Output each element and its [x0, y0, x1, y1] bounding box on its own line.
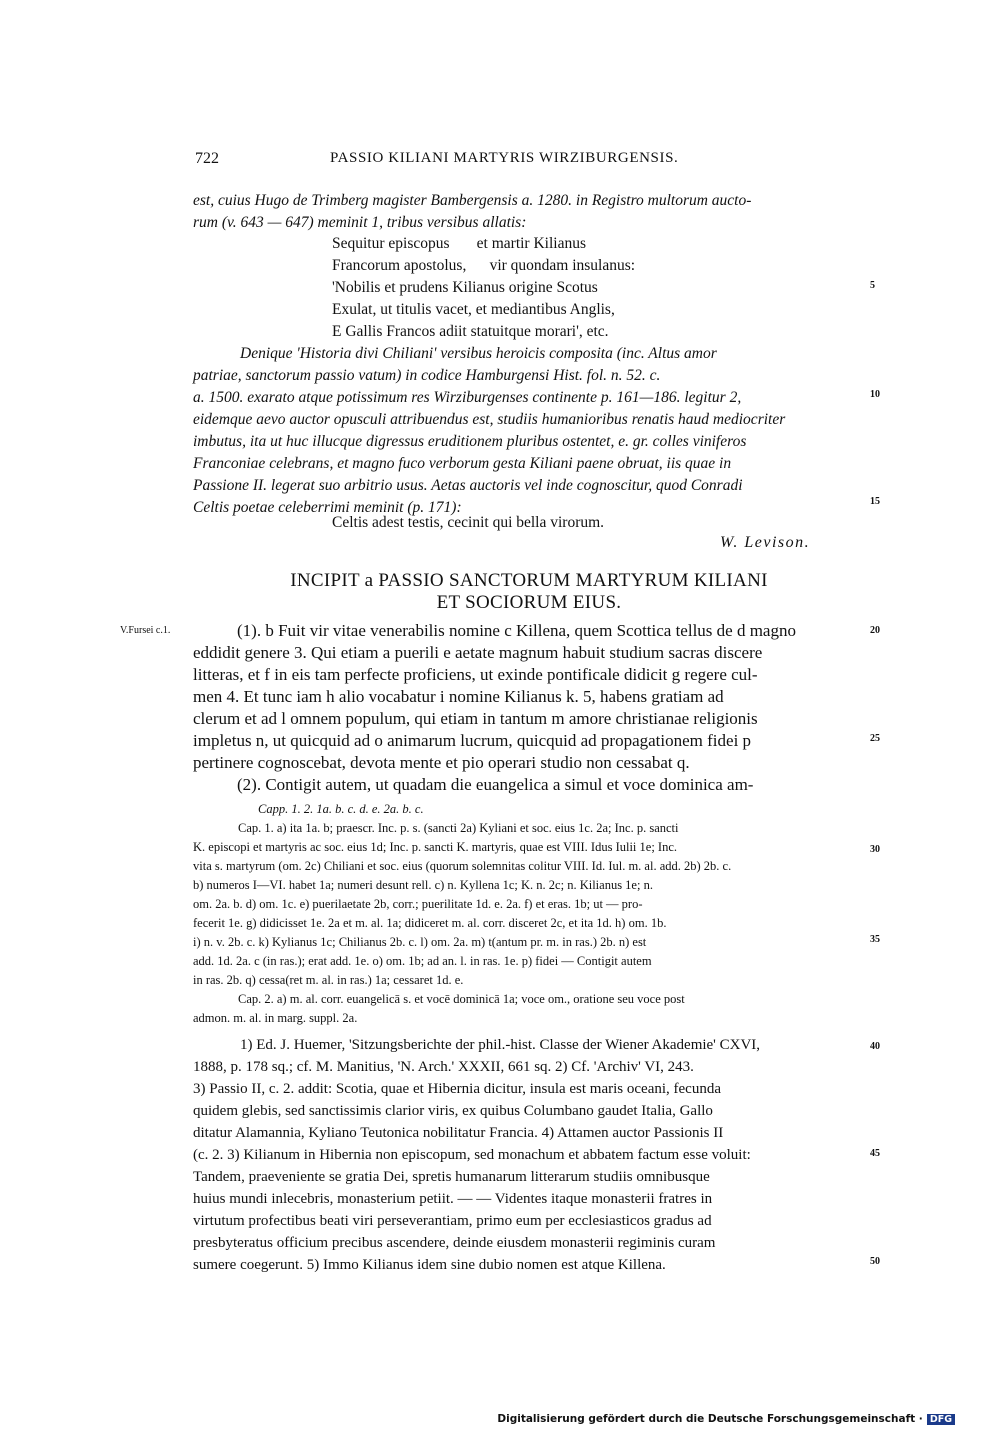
paragraph-line: eidemque aevo auctor opusculi attribuendus est, studiis humanioribus renatis haud mediocriter	[193, 411, 786, 428]
paragraph-line: a. 1500. exarato atque potissimum res Wirziburgenses continente p. 161—186. legitur 2,	[193, 389, 742, 406]
apparatus-line: Capp. 1. 2. 1a. b. c. d. e. 2a. b. c.	[258, 802, 424, 816]
page-number: 722	[195, 150, 219, 167]
dfg-logo: DFG	[927, 1414, 955, 1425]
paragraph-line: patriae, sanctorum passio vatum) in codice Hamburgensi Hist. fol. n. 52. c.	[193, 367, 661, 384]
margin-note: V.Fursei c.1.	[120, 625, 171, 636]
verse-line: 'Nobilis et prudens Kilianus origine Scotus	[332, 279, 598, 296]
critical-apparatus	[193, 800, 865, 1028]
footnote-line: huius mundi inlecebris, monasterium petiit. — — Videntes itaque monasterii fratres in	[193, 1191, 713, 1207]
main-line: pertinere cognoscebat, devota mente et pio operari studio non cessabat q.	[193, 753, 690, 772]
footnote-line: virtutum profectibus beati viri perseverantiam, primo eum per ecclesiasticos gradus ad	[193, 1213, 712, 1229]
intro-line: rum (v. 643 — 647) meminit 1, tribus versibus allatis:	[193, 214, 527, 231]
digitization-footer	[497, 1413, 955, 1425]
running-title: PASSIO KILIANI MARTYRIS WIRZIBURGENSIS.	[330, 150, 679, 166]
line-number: 10	[870, 389, 880, 400]
chapter-title-line: ET SOCIORUM EIUS.	[436, 592, 622, 613]
chapter-title-line: INCIPIT a PASSIO SANCTORUM MARTYRUM KILIANI	[290, 570, 768, 591]
line-number: 40	[870, 1041, 880, 1052]
footnote-line: (c. 2. 3) Kilianum in Hibernia non episcopum, sed monachum et abbatem factum esse voluit:	[193, 1147, 751, 1163]
footnote-line: 1) Ed. J. Huemer, 'Sitzungsberichte der phil.-hist. Classe der Wiener Akademie' CXVI,	[240, 1037, 761, 1053]
line-number: 50	[870, 1256, 880, 1267]
main-line: men 4. Et tunc iam h alio vocabatur i nomine Kilianus k. 5, habens gratiam ad	[193, 687, 724, 706]
main-line: eddidit genere 3. Qui etiam a puerili e aetate magnum habuit studium sacras discere	[193, 643, 763, 662]
apparatus-line: i) n. v. 2b. c. k) Kylianus 1c; Chilianus 2b. c. l) om. 2a. m) t(antum pr. m. in ras.) 2b. n) est	[193, 935, 647, 949]
paragraph-line: Denique 'Historia divi Chiliani' versibus heroicis composita (inc. Altus amor	[240, 345, 717, 362]
line-number: 20	[870, 625, 880, 636]
line-number: 30	[870, 844, 880, 855]
footnote-line: presbyteratus officium precibus ascendere, deinde eiusdem monasterii regiminis curam	[193, 1235, 716, 1251]
line-number: 35	[870, 934, 880, 945]
paragraph-line: Celtis poetae celeberrimi meminit (p. 171):	[193, 499, 462, 516]
paragraph-line: imbutus, ita ut huc illucque digressus eruditionem pluribus ostentet, e. gr. colles viniferos	[193, 433, 747, 450]
verse-line: E Gallis Francos adiit statuitque morari', etc.	[332, 323, 609, 340]
intro-line: est, cuius Hugo de Trimberg magister Bambergensis a. 1280. in Registro multorum aucto-	[193, 192, 752, 209]
footnote-line: ditatur Alamannia, Kyliano Teutonica nobilitatur Francia. 4) Attamen auctor Passionis II	[193, 1125, 724, 1141]
denique-paragraph	[193, 343, 865, 519]
verse-line: Sequitur episcopus et martir Kilianus	[332, 235, 586, 252]
paragraph-line: Franconiae celebrans, et magno fuco verborum gesta Kiliani paene obruat, iis quae in	[193, 455, 732, 472]
main-text	[193, 620, 865, 796]
verse-line: Francorum apostolus, vir quondam insulanus:	[332, 257, 636, 274]
apparatus-line: fecerit 1e. g) didicisset 1e. 2a et m. al. 1a; didiceret m. al. corr. disceret 2c, et ita 1d. h) om. 1b.	[193, 916, 667, 930]
main-line: clerum et ad l omnem populum, qui etiam in tantum m amore christianae religionis	[193, 709, 758, 728]
celtis-verse: Celtis adest testis, cecinit qui bella virorum.	[332, 514, 605, 531]
footnote-line: Tandem, praeveniente se gratia Dei, spretis humanarum litterarum studiis omnibusque	[193, 1169, 710, 1185]
signature: W. Levison.	[720, 534, 811, 551]
main-line: litteras, et f in eis tam perfecte proficiens, ut exinde pontificale didicit g regere cul-	[193, 665, 758, 684]
footnote-line: 3) Passio II, c. 2. addit: Scotia, quae et Hibernia dicitur, insula est maris oceani, fecunda	[193, 1081, 721, 1097]
footnote-line: sumere coegerunt. 5) Immo Kilianus idem sine dubio nomen est atque Killena.	[193, 1257, 666, 1273]
verse-block	[332, 233, 635, 343]
apparatus-line: b) numeros I—VI. habet 1a; numeri desunt rell. c) n. Kyllena 1c; K. n. 2c; n. Kilianus 1e; n.	[193, 878, 653, 892]
footer-text: Digitalisierung gefördert durch die Deutsche Forschungsgemeinschaft ·	[497, 1413, 923, 1425]
apparatus-line: om. 2a. b. d) om. 1c. e) puerilaetate 2b, corr.; puerilitate 1d. e. 2a. f) et eras. 1b; ut — pro-	[193, 897, 643, 911]
apparatus-line: K. episcopi et martyris ac soc. eius 1d; Inc. p. sancti K. martyris, quae est VIII. Idus Iulii 1e; Inc.	[193, 840, 678, 854]
main-line: (1). b Fuit vir vitae venerabilis nomine c Killena, quem Scottica tellus de d magno	[237, 621, 796, 640]
chapter-title	[193, 570, 865, 614]
line-number: 5	[870, 280, 875, 291]
line-number: 25	[870, 733, 880, 744]
apparatus-line: admon. m. al. in marg. suppl. 2a.	[193, 1011, 358, 1025]
main-line: impletus n, ut quicquid ad o animarum lucrum, quicquid ad propagationem fidei p	[193, 731, 752, 750]
apparatus-line: add. 1d. 2a. c (in ras.); erat add. 1e. o) om. 1b; ad an. l. in ras. 1e. p) fidei — Contigit autem	[193, 954, 652, 968]
apparatus-line: Cap. 2. a) m. al. corr. euangelicā s. et vocē dominicā 1a; voce om., oratione seu voce post	[238, 992, 685, 1006]
footnote-line: quidem glebis, sed sanctissimis clarior viris, ex quibus Columbano gaudet Italia, Gallo	[193, 1103, 713, 1119]
main-line: (2). Contigit autem, ut quadam die euangelica a simul et voce dominica am-	[237, 775, 754, 794]
apparatus-line: vita s. martyrum (om. 2c) Chiliani et soc. eius (quorum solemnitas colitur VIII. Id. Iul. m. al. add. 2b) 2b. c.	[193, 859, 732, 873]
verse-line: Exulat, ut titulis vacet, et mediantibus Anglis,	[332, 301, 615, 318]
intro-text	[193, 190, 865, 234]
apparatus-line: Cap. 1. a) ita 1a. b; praescr. Inc. p. s. (sancti 2a) Kyliani et soc. eius 1c. 2a; Inc. p. sancti	[238, 821, 679, 835]
footnote-line: 1888, p. 178 sq.; cf. M. Manitius, 'N. Arch.' XXXII, 661 sq. 2) Cf. 'Archiv' VI, 243.	[193, 1059, 694, 1075]
apparatus-line: in ras. 2b. q) cessa(ret m. al. in ras.) 1a; cessaret 1d. e.	[193, 973, 464, 987]
line-number: 45	[870, 1148, 880, 1159]
footnotes	[193, 1034, 865, 1276]
paragraph-line: Passione II. legerat suo arbitrio usus. Aetas auctoris vel inde cognoscitur, quod Conradi	[193, 477, 743, 494]
line-number: 15	[870, 496, 880, 507]
